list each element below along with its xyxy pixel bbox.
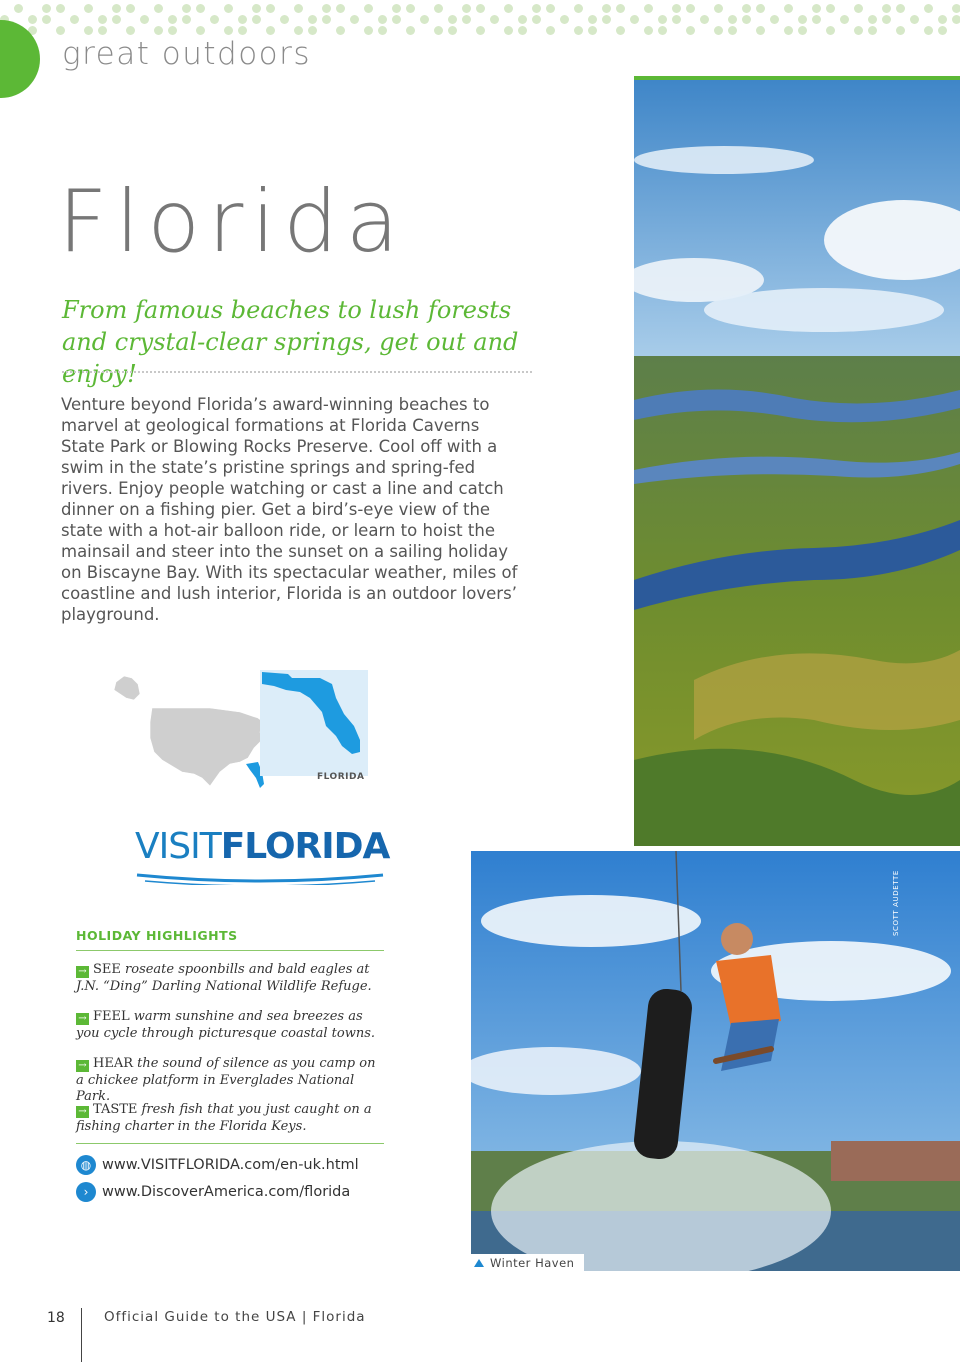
decorative-dot [70,15,79,24]
decorative-dot [434,26,443,35]
decorative-dot [462,15,471,24]
decorative-dot [532,4,541,13]
decorative-dot [672,15,681,24]
highlight-item: → FEEL warm sunshine and sea breezes as you cycle through picturesque coastal towns. [76,1009,376,1041]
decorative-dot [504,26,513,35]
decorative-dot [756,4,765,13]
footer-divider [81,1308,82,1362]
decorative-dot [28,15,37,24]
decorative-dot [728,15,737,24]
decorative-dot [182,4,191,13]
decorative-dot [42,15,51,24]
decorative-dot [882,15,891,24]
decorative-dot [546,4,555,13]
alaska-shape [114,676,140,700]
visit-florida-logo [135,826,390,886]
decorative-dot [756,26,765,35]
decorative-dot [924,26,933,35]
decorative-dot [504,4,513,13]
section-title: great outdoors [62,36,312,72]
decorative-dot [322,15,331,24]
decorative-dot [392,4,401,13]
map-label: FLORIDA [317,772,365,782]
photo-caption: Winter Haven [471,1254,584,1272]
highlights-rule-top [76,950,384,951]
decorative-dot [518,15,527,24]
decorative-dot [602,4,611,13]
decorative-dot [686,4,695,13]
decorative-dot [686,26,695,35]
decorative-dot [84,4,93,13]
decorative-dot [924,4,933,13]
decorative-dot [574,26,583,35]
decorative-dot [490,15,499,24]
decorative-dot [224,4,233,13]
decorative-dot [56,26,65,35]
decorative-dot [910,15,919,24]
dot-pattern-decoration [0,0,960,40]
discoveramerica-link[interactable]: › www.DiscoverAmerica.com/florida [76,1182,350,1204]
decorative-dot [280,15,289,24]
decorative-dot [14,4,23,13]
decorative-dot [784,26,793,35]
decorative-dot [364,26,373,35]
decorative-dot [476,26,485,35]
decorative-dot [728,26,737,35]
arrow-right-icon: → [76,966,89,978]
decorative-dot [434,4,443,13]
decorative-dot [126,4,135,13]
decorative-dot [896,26,905,35]
decorative-dot [308,15,317,24]
decorative-dot [336,26,345,35]
decorative-dot [294,26,303,35]
decorative-dot [588,26,597,35]
decorative-dot [868,15,877,24]
page-title: Florida [58,172,407,272]
decorative-dot [476,4,485,13]
decorative-dot [700,15,709,24]
divider [62,371,532,373]
decorative-dot [154,4,163,13]
everglades-aerial-photo [634,76,960,846]
decorative-dot [826,26,835,35]
decorative-dot [896,4,905,13]
highlight-item: → HEAR the sound of silence as you camp on a chickee platform in Everglades National Park. [76,1056,376,1104]
decorative-dot [546,26,555,35]
decorative-dot [616,4,625,13]
decorative-dot [238,26,247,35]
decorative-dot [560,15,569,24]
decorative-dot [714,26,723,35]
decorative-dot [770,15,779,24]
decorative-dot [462,4,471,13]
decorative-dot [378,15,387,24]
decorative-dot [854,4,863,13]
highlight-item: → SEE roseate spoonbills and bald eagles at J.N. “Ding” Darling National Wildlife Refuge. [76,962,372,994]
decorative-dot [252,15,261,24]
decorative-dot [742,4,751,13]
decorative-dot [350,15,359,24]
triangle-up-icon [474,1259,484,1267]
decorative-dot [406,4,415,13]
highlight-item: → TASTE fresh fish that you just caught on a fishing charter in the Florida Keys. [76,1102,372,1134]
decorative-dot [112,4,121,13]
decorative-dot [574,4,583,13]
decorative-dot [266,26,275,35]
decorative-dot [56,4,65,13]
decorative-dot [168,26,177,35]
decorative-dot [938,26,947,35]
decorative-dot [308,26,317,35]
decorative-dot [98,26,107,35]
decorative-dot [154,26,163,35]
decorative-dot [742,15,751,24]
decorative-dot [798,26,807,35]
aerial-photo-illustration [634,80,960,846]
arrow-right-icon: → [76,1013,89,1025]
decorative-dot [588,15,597,24]
decorative-dot [532,15,541,24]
decorative-dot [210,15,219,24]
decorative-dot [630,15,639,24]
arrow-circle-icon: › [76,1182,96,1202]
decorative-dot [42,4,51,13]
decorative-dot [448,15,457,24]
decorative-dot [112,15,121,24]
decorative-dot [658,15,667,24]
decorative-dot [812,15,821,24]
decorative-dot [378,26,387,35]
decorative-dot [238,15,247,24]
decorative-dot [644,4,653,13]
decorative-dot [952,15,960,24]
decorative-dot [98,15,107,24]
arrow-right-icon: → [76,1106,89,1118]
decorative-dot [84,26,93,35]
decorative-dot [336,4,345,13]
decorative-dot [420,15,429,24]
decorative-dot [196,4,205,13]
article-intro: Venture beyond Florida’s award-winning beaches to marvel at geological formations at Florida Caverns State Park or Blowing Rocks Preserve. Cool off with a swim in the state’s pristine springs and spring-fed rivers. Enjoy people watching or cast a line and catch dinner on a fishing pier. Get a bird’s-eye view of the state with a hot-air balloon ride, or learn to hoist the mainsail and steer into the sunset on a sailing holiday on Biscayne Bay. With its spectacular weather, miles of coastline and lush interior, Florida is an outdoor lovers’ playground. [61,395,518,624]
highlights-rule-bottom [76,1143,384,1144]
decorative-dot [406,26,415,35]
arrow-right-icon: → [76,1060,89,1072]
decorative-dot [658,26,667,35]
decorative-dot [714,4,723,13]
decorative-dot [364,4,373,13]
footer-text: Official Guide to the USA | Florida [104,1309,366,1325]
decorative-dot [252,4,261,13]
decorative-dot [182,15,191,24]
decorative-dot [168,15,177,24]
decorative-dot [938,15,947,24]
decorative-dot [952,4,960,13]
decorative-dot [644,26,653,35]
decorative-dot [616,26,625,35]
decorative-dot [126,26,135,35]
decorative-dot [854,26,863,35]
wakeboarder-illustration [471,851,960,1271]
visitflorida-link[interactable]: ◍ www.VISITFLORIDA.com/en-uk.html [76,1155,359,1177]
page-number: 18 [47,1310,65,1326]
photo-credit: SCOTT AUDETTE [892,870,900,936]
decorative-dot [294,4,303,13]
decorative-dot [826,4,835,13]
decorative-dot [140,15,149,24]
highlights-heading: HOLIDAY HIGHLIGHTS [76,928,238,943]
decorative-dot [812,4,821,13]
globe-icon: ◍ [76,1155,96,1175]
decorative-dot [602,15,611,24]
decorative-dot [392,15,401,24]
decorative-dot [840,15,849,24]
logo-text: VISITFLORIDA [135,826,390,867]
wakeboarder-photo [471,851,960,1271]
decorative-dot [882,4,891,13]
decorative-dot [322,4,331,13]
decorative-dot [518,26,527,35]
logo-wave [135,867,385,885]
decorative-dot [798,15,807,24]
decorative-dot [784,4,793,13]
decorative-dot [448,26,457,35]
decorative-dot [868,26,877,35]
decorative-dot [672,4,681,13]
decorative-dot [224,26,233,35]
article-subtitle: From famous beaches to lush forests and crystal-clear springs, get out and enjoy! [62,296,519,388]
usa-mainland-shape [150,708,266,786]
decorative-dot [266,4,275,13]
decorative-dot [196,26,205,35]
